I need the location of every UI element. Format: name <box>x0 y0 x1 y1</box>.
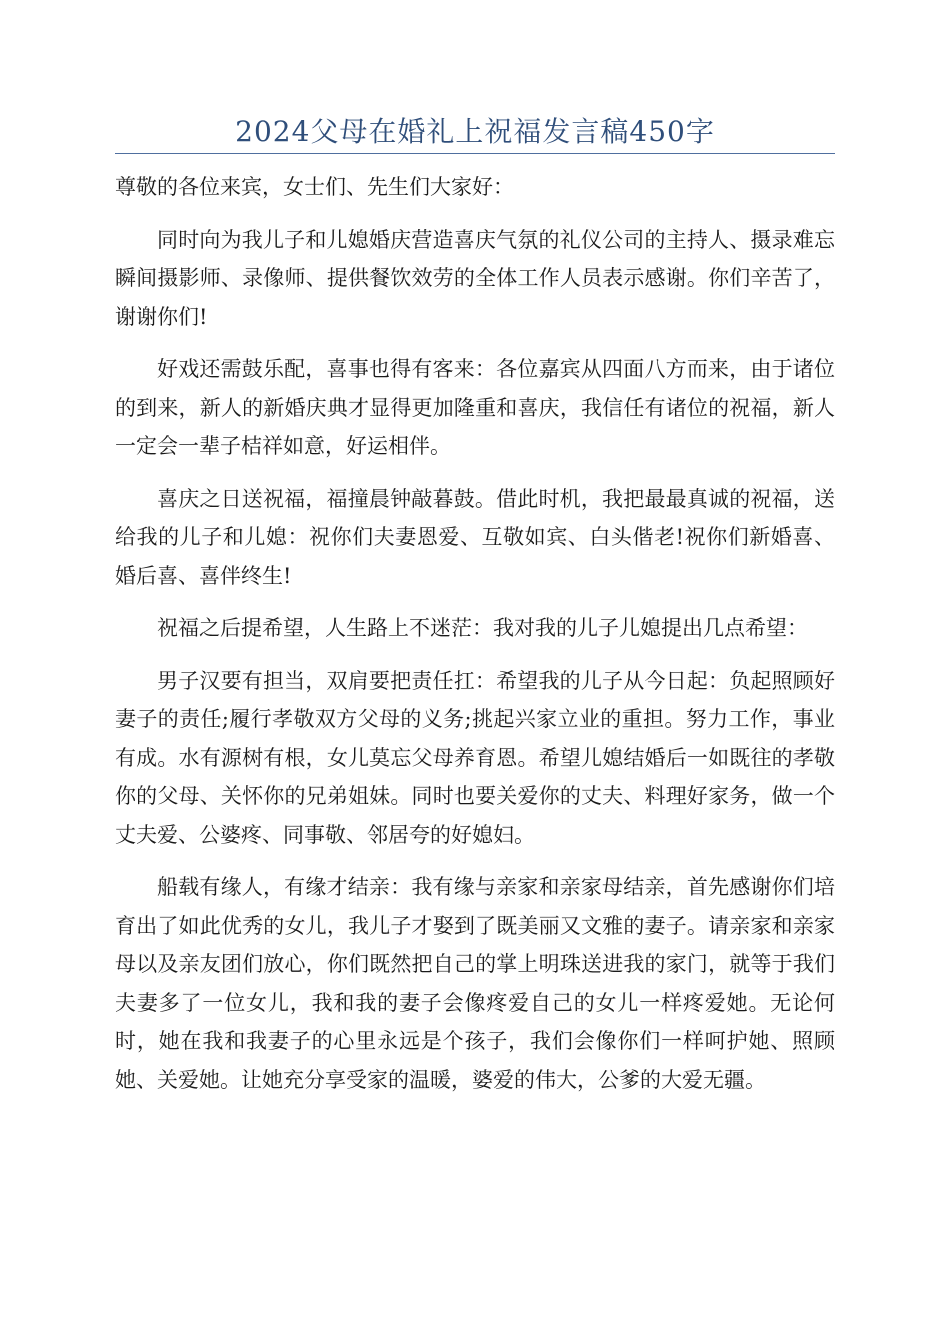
paragraph-greeting: 尊敬的各位来宾，女士们、先生们大家好： <box>115 175 514 199</box>
paragraph-hopes-son: 男子汉要有担当，双肩要把责任扛：希望我的儿子从今日起：负起照顾好妻子的责任;履行孝敬双方父母的义务;挑起兴家立业的重担。努力工作，事业有成。水有源树有根，女儿莫忘父母养育恩。希望儿媳结婚后一如既往的孝敬你的父母、关怀你的兄弟姐妹。同时也要关爱你的丈夫、料理好家务，做一个丈夫爱、公婆疼、同事敬、邻居夸的好媳妇。 <box>115 668 835 847</box>
document-body <box>115 168 835 1113</box>
paragraph-hopes-intro: 祝福之后提希望，人生路上不迷茫：我对我的儿子儿媳提出几点希望： <box>157 616 808 640</box>
title-underline <box>115 153 835 154</box>
paragraph-blessing: 喜庆之日送祝福，福撞晨钟敲暮鼓。借此时机，我把最最真诚的祝福，送给我的儿子和儿媳：祝你们夫妻恩爱、互敬如宾、白头偕老!祝你们新婚喜、婚后喜、喜伴终生! <box>115 486 835 588</box>
paragraph-thanks-guests: 好戏还需鼓乐配，喜事也得有客来：各位嘉宾从四面八方而来，由于诸位的到来，新人的新婚庆典才显得更加隆重和喜庆，我信任有诸位的祝福，新人一定会一辈子桔祥如意，好运相伴。 <box>115 357 835 458</box>
paragraph-thanks-in-laws: 船载有缘人，有缘才结亲：我有缘与亲家和亲家母结亲，首先感谢你们培育出了如此优秀的女儿，我儿子才娶到了既美丽又文雅的妻子。请亲家和亲家母以及亲友团们放心，你们既然把自己的掌上明珠送进我的家门，就等于我们夫妻多了一位女儿，我和我的妻子会像疼爱自己的女儿一样疼爱她。无论何时，她在我和我妻子的心里永远是个孩子，我们会像你们一样呵护她、照顾她、关爱她。让她充分享受家的温暖，婆爱的伟大，公爹的大爱无疆。 <box>115 875 835 1092</box>
document-title: 2024父母在婚礼上祝福发言稿450字 <box>235 115 715 148</box>
paragraph-thanks-staff: 同时向为我儿子和儿媳婚庆营造喜庆气氛的礼仪公司的主持人、摄录难忘瞬间摄影师、录像师、提供餐饮效劳的全体工作人员表示感谢。你们辛苦了，谢谢你们! <box>115 227 835 329</box>
